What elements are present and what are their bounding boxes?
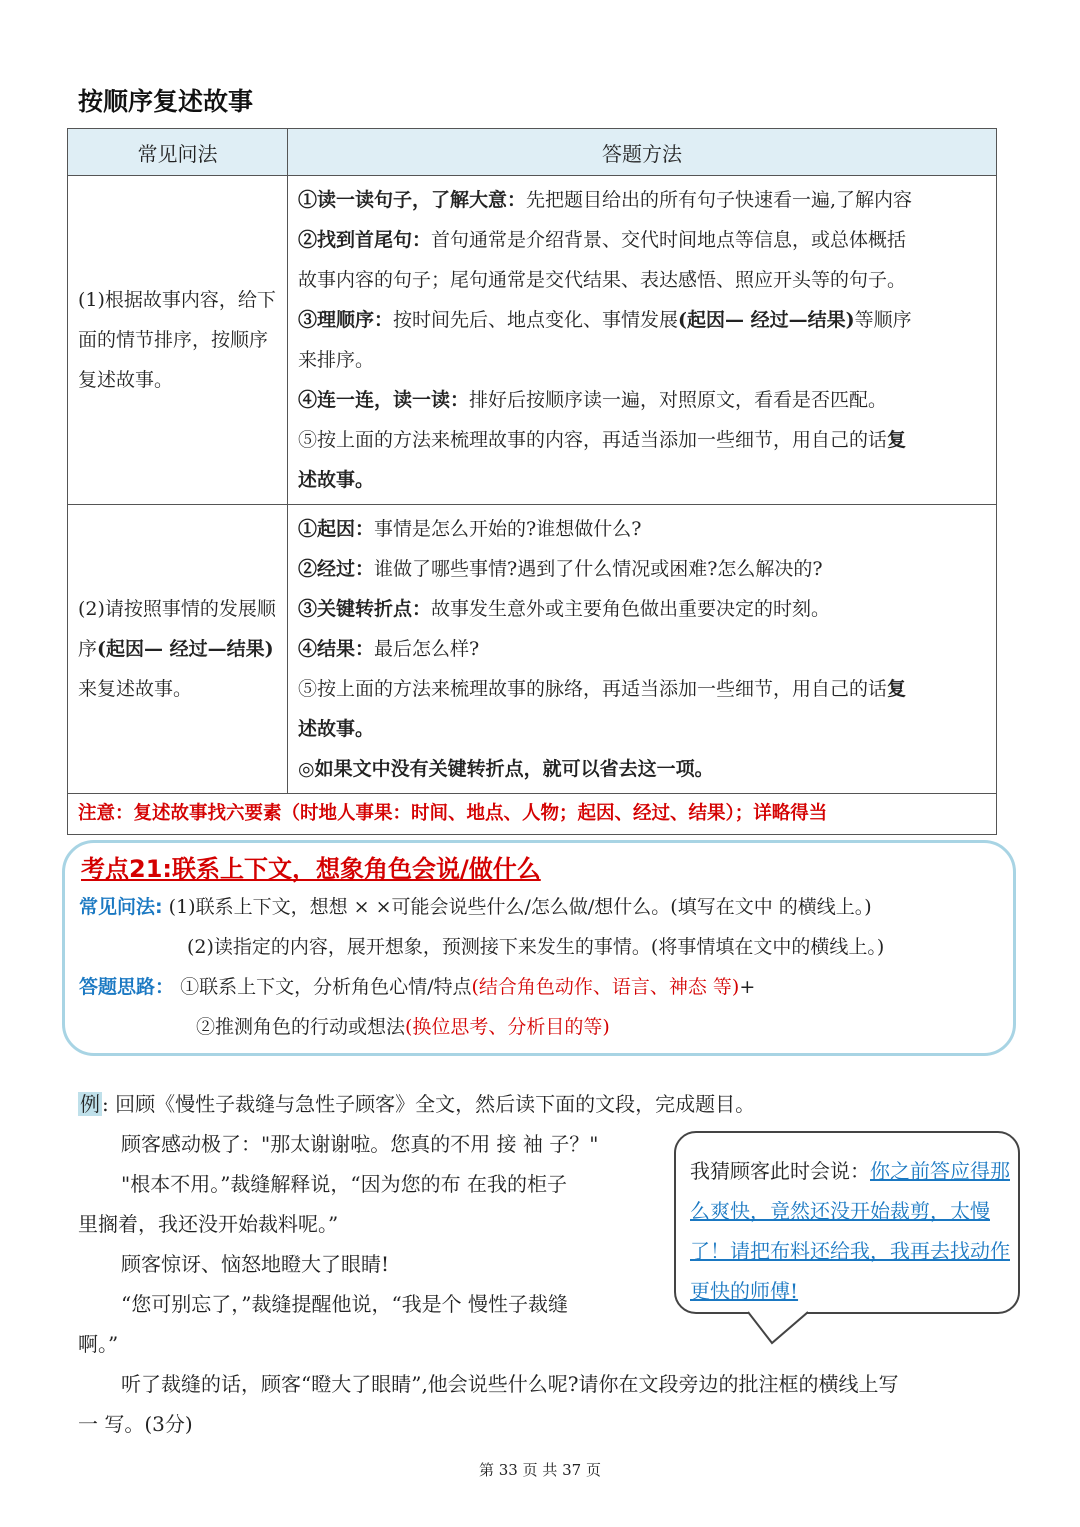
method-line: 述故事。	[298, 718, 375, 740]
idea-row-2	[196, 1015, 610, 1039]
bubble-tail	[748, 1311, 808, 1345]
method-line: 述故事。	[298, 469, 375, 491]
header-method: 答题方法	[288, 129, 997, 176]
ask-row-2	[187, 935, 884, 959]
ask-row-1	[79, 895, 872, 919]
method-line: 来排序。	[298, 349, 375, 371]
method-cell	[288, 505, 997, 794]
table-row	[68, 176, 997, 505]
story-paragraph: 顾客惊讶、恼怒地瞪大了眼睛!	[121, 1252, 390, 1276]
story-paragraph: "根本不用。”裁缝解释说，“因为您的布 在我的柜子	[121, 1172, 568, 1196]
story-paragraph: 顾客感动极了："那太谢谢啦。您真的不用 接 袖 子？"	[121, 1132, 599, 1156]
header-question: 常见问法	[68, 129, 288, 176]
idea-plus: +	[739, 976, 756, 998]
question-cell: (1)根据故事内容，给下面的情节排序，按顺序复述故事。	[68, 176, 288, 505]
idea-text-2: ②推测角色的行动或想法	[196, 1016, 406, 1038]
annotation-bubble	[674, 1131, 1020, 1314]
note-row	[68, 794, 997, 835]
method-line: ③理顺序：按时间先后、地点变化、事情发展(起因— 经过—结果)等顺序	[298, 309, 912, 331]
kaodian-title: 考点21:联系上下文，想象角色会说/做什么	[81, 855, 541, 883]
method-line: ②经过：谁做了哪些事情?遇到了什么情况或困难?怎么解决的?	[298, 558, 823, 580]
idea-label: 答题思路：	[79, 976, 175, 998]
method-table	[67, 128, 997, 835]
kaodian-box	[62, 840, 1016, 1056]
question-text: 一 写。(3分)	[78, 1412, 193, 1436]
method-line: ①读一读句子，了解大意：先把题目给出的所有句子快速看一遍,了解内容	[298, 189, 913, 211]
story-paragraph: 啊。”	[78, 1332, 119, 1356]
story-paragraph: “您可别忘了，”裁缝提醒他说，“我是个 慢性子裁缝	[121, 1292, 569, 1316]
section-title: 按顺序复述故事	[78, 87, 254, 116]
idea-text-1: ①联系上下文，分析角色心情/特点	[180, 976, 472, 998]
method-line: ④连一连，读一读：排好后按顺序读一遍，对照原文，看看是否匹配。	[298, 389, 888, 411]
ask-text-1: (1)联系上下文，想想 × ×可能会说些什么/怎么做/想什么。(填写在文中 的横线上。)	[168, 896, 872, 918]
method-line: ◎如果文中没有关键转折点，就可以省去这一项。	[298, 758, 714, 780]
ask-label: 常见问法:	[79, 896, 163, 918]
bubble-answer: 你之前答应得那么爽快，竟然还没开始裁剪，太慢了！请把布料还给我，我再去找动作更快的师傅!	[690, 1159, 1010, 1303]
idea-hint-2: (换位思考、分析目的等)	[405, 1016, 610, 1038]
method-line: ③关键转折点：故事发生意外或主要角色做出重要决定的时刻。	[298, 598, 831, 620]
method-cell	[288, 176, 997, 505]
method-line: 故事内容的句子；尾句通常是交代结果、表达感悟、照应开头等的句子。	[298, 269, 907, 291]
method-line: ⑤按上面的方法来梳理故事的脉络，再适当添加一些细节，用自己的话复	[298, 678, 907, 700]
example-label: 例	[80, 1092, 100, 1116]
idea-hint-1: (结合角色动作、语言、神态 等)	[471, 976, 740, 998]
question-text: 听了裁缝的话，顾客“瞪大了眼睛”,他会说些什么呢?请你在文段旁边的批注框的横线上写	[121, 1372, 899, 1396]
note-text: 注意：复述故事找六要素（时地人事果：时间、地点、人物；起因、经过、结果）；详略得当	[68, 794, 997, 835]
example-intro: 例 : 回顾《慢性子裁缝与急性子顾客》全文，然后读下面的文段，完成题目。	[80, 1092, 756, 1116]
method-line: ⑤按上面的方法来梳理故事的内容，再适当添加一些细节，用自己的话复	[298, 429, 907, 451]
story-paragraph: 里搁着，我还没开始裁料呢。”	[78, 1212, 339, 1236]
idea-row-1	[79, 975, 755, 999]
table-header-row	[68, 129, 997, 176]
table-row	[68, 505, 997, 794]
question-cell: (2)请按照事情的发展顺序(起因— 经过—结果)来复述故事。	[68, 505, 288, 794]
method-line: ①起因：事情是怎么开始的?谁想做什么?	[298, 518, 642, 540]
bubble-text: 我猜顾客此时会说：你之前答应得那么爽快，竟然还没开始裁剪，太慢了！请把布料还给我，我再去找动作更快的师傅!	[690, 1159, 1010, 1303]
page-number: 第 33 页 共 37 页	[478, 1461, 601, 1479]
method-line: ④结果：最后怎么样?	[298, 638, 480, 660]
method-line: ②找到首尾句：首句通常是介绍背景、交代时间地点等信息，或总体概括	[298, 229, 907, 251]
ask-text-2: (2)读指定的内容，展开想象，预测接下来发生的事情。(将事情填在文中的横线上。)	[187, 936, 885, 958]
